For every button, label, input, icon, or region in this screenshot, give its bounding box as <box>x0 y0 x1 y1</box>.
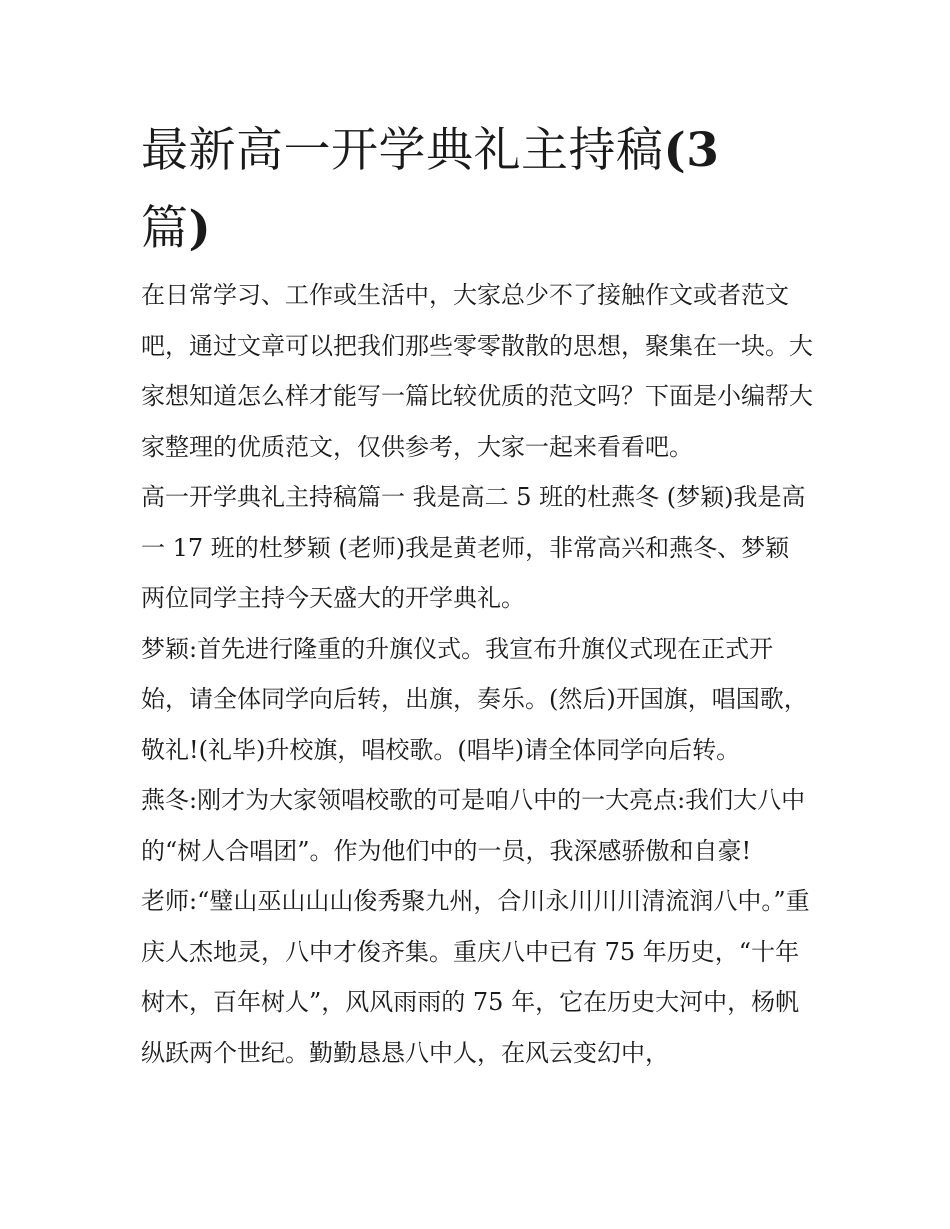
title-line-1: 最新高一开学典礼主持稿(3 <box>141 123 720 178</box>
paragraph-flag-ceremony: 梦颖:首先进行隆重的升旗仪式。我宣布升旗仪式现在正式开始，请全体同学向后转，出旗，奏乐。(然后)开国旗，唱国歌，敬礼!(礼毕)升校旗，唱校歌。(唱毕)请全体同学向后转。 <box>141 634 808 764</box>
paragraph-intro: 在日常学习、工作或生活中，大家总少不了接触作文或者范文吧，通过文章可以把我们那些零零散散的思想，聚集在一块。大家想知道怎么样才能写一篇比较优质的范文吗？下面是小编帮大家整理的优质范文，仅供参考，大家一起来看看吧。 <box>141 281 813 461</box>
title-line-2: 篇) <box>141 201 212 256</box>
paragraph-host-introduction: 高一开学典礼主持稿篇一 我是高二 5 班的杜燕冬 (梦颖)我是高一 17 班的杜梦颖 (老师)我是黄老师，非常高兴和燕冬、梦颖两位同学主持今天盛大的开学典礼。 <box>141 483 806 612</box>
document-body <box>141 112 813 1078</box>
document-title <box>141 112 813 268</box>
paragraph-school-history: 老师:“璧山巫山山山俊秀聚九州，合川永川川川清流润八中。”重庆人杰地灵，八中才俊齐集。重庆八中已有 75 年历史，“十年树木，百年树人”，风风雨雨的 75 年，它在历史大河中，杨帆纵跃两个世纪。勤勤恳恳八中人，在风云变幻中， <box>141 887 810 1067</box>
paragraph-choir: 燕冬:刚才为大家领唱校歌的可是咱八中的一大亮点:我们大八中的“树人合唱团”。作为他们中的一员，我深感骄傲和自豪! <box>141 786 806 865</box>
